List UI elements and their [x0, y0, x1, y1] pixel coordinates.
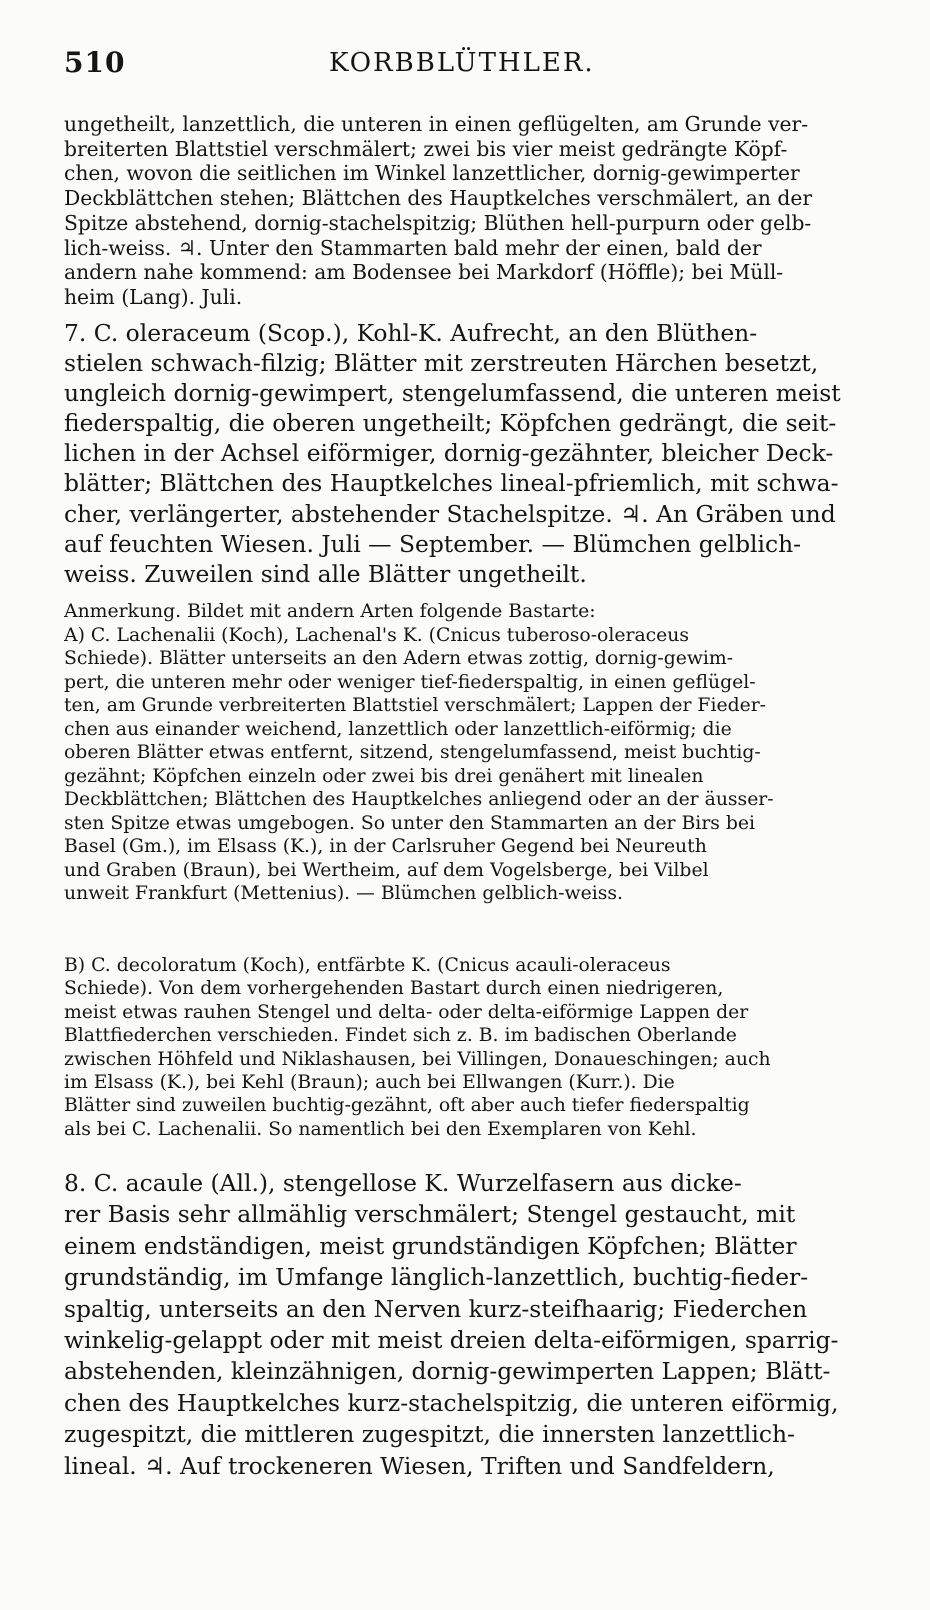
- text-line: ten, am Grunde verbreiterten Blattstiel verschmälert; Lappen der Fieder-: [64, 695, 767, 716]
- text-line: spaltig, unterseits an den Nerven kurz-steifhaarig; Fiederchen: [64, 1294, 808, 1323]
- text-line: 7. C. oleraceum (Scop.), Kohl-K. Aufrecht, an den Blüthen-: [64, 319, 758, 347]
- text-line: Basel (Gm.), im Elsass (K.), in der Carlsruher Gegend bei Neureuth: [64, 836, 707, 857]
- text-line: lich-weiss. ♃. Unter den Stammarten bald mehr der einen, bald der: [64, 235, 762, 260]
- text-line: und Graben (Braun), bei Wertheim, auf dem Vogelsberge, bei Vilbel: [64, 859, 709, 881]
- text-line: ungleich dornig-gewimpert, stengelumfassend, die unteren meist: [64, 379, 841, 408]
- text-line: Schiede). Von dem vorhergehenden Bastart durch einen niedrigeren,: [64, 978, 724, 1000]
- text-line: chen, wovon die seitlichen im Winkel lanzettlicher, dornig-gewimperter: [64, 161, 800, 186]
- text-line: Blätter sind zuweilen buchtig-gezähnt, oft aber auch tiefer fiederspaltig: [64, 1095, 750, 1117]
- text-line: chen des Hauptkelches kurz-stachelspitzig, die unteren eiförmig,: [64, 1388, 839, 1417]
- text-line: ungetheilt, lanzettlich, die unteren in einen geflügelten, am Grunde ver-: [64, 112, 809, 136]
- text-line: B) C. decoloratum (Koch), entfärbte K. (Cnicus acauli-oleraceus: [64, 955, 671, 976]
- text-line: unweit Frankfurt (Mettenius). — Blümchen gelblich-weiss.: [64, 883, 623, 904]
- text-line: andern nahe kommend: am Bodensee bei Markdorf (Höffle); bei Müll-: [64, 260, 784, 285]
- text-line: winkelig-gelappt oder mit meist dreien delta-eiförmigen, sparrig-: [64, 1326, 839, 1355]
- text-line: einem endständigen, meist grundständigen Köpfchen; Blätter: [64, 1231, 797, 1260]
- text-line: cher, verlängerter, abstehender Stachelspitze. ♃. An Gräben und: [64, 499, 836, 528]
- text-line: oberen Blätter etwas entfernt, sitzend, stengelumfassend, meist buchtig-: [64, 742, 761, 763]
- text-line: stielen schwach-filzig; Blätter mit zerstreuten Härchen besetzt,: [64, 349, 819, 378]
- text-line: sten Spitze etwas umgebogen. So unter den Stammarten an der Birs bei: [64, 812, 756, 834]
- entry-acaule: [64, 1168, 869, 1482]
- text-line: Anmerkung. Bildet mit andern Arten folgende Bastarte:: [64, 601, 596, 622]
- text-line: heim (Lang). Juli.: [64, 284, 243, 309]
- text-line: grundständig, im Umfange länglich-lanzettlich, buchtig-fieder-: [64, 1263, 809, 1292]
- text-line: Blattfiederchen verschieden. Findet sich z. B. im badischen Oberlande: [64, 1025, 737, 1047]
- text-line: Schiede). Blätter unterseits an den Adern etwas zottig, dornig-gewim-: [64, 648, 734, 669]
- entry-oleraceum: [64, 318, 869, 589]
- text-line: fiederspaltig, die oberen ungetheilt; Köpfchen gedrängt, die seit-: [64, 409, 837, 438]
- text-line: Deckblättchen; Blättchen des Hauptkelches anliegend oder an der äusser-: [64, 789, 774, 810]
- text-line: als bei C. Lachenalii. So namentlich bei den Exemplaren von Kehl.: [64, 1118, 697, 1140]
- text-line: zugespitzt, die mittleren zugespitzt, die innersten lanzettlich-: [64, 1420, 795, 1449]
- text-line: zwischen Höhfeld und Niklashausen, bei Villingen, Donaueschingen; auch: [64, 1048, 771, 1070]
- text-line: pert, die unteren mehr oder weniger tief-fiederspaltig, in einen geflügel-: [64, 671, 756, 693]
- text-line: Spitze abstehend, dornig-stachelspitzig; Blüthen hell-purpurn oder gelb-: [64, 210, 812, 235]
- text-line: auf feuchten Wiesen. Juli — September. — Blümchen gelblich-: [64, 529, 802, 558]
- text-line: lineal. ♃. Auf trockeneren Wiesen, Triften und Sandfeldern,: [64, 1451, 775, 1480]
- text-line: breiterten Blattstiel verschmälert; zwei bis vier meist gedrängte Köpf-: [64, 136, 788, 161]
- running-title: KORBBLÜTHLER.: [329, 48, 595, 78]
- note-decoloratum: [64, 954, 869, 1141]
- text-line: rer Basis sehr allmählig verschmälert; Stengel gestaucht, mit: [64, 1200, 796, 1229]
- text-line: lichen in der Achsel eiförmiger, dornig-gezähnter, bleicher Deck-: [64, 439, 834, 468]
- text-line: Deckblättchen stehen; Blättchen des Hauptkelches verschmälert, an der: [64, 186, 813, 211]
- page-header: [64, 46, 864, 86]
- paragraph-continuation: [64, 112, 869, 310]
- text-line: chen aus einander weichend, lanzettlich oder lanzettlich-eiförmig; die: [64, 718, 732, 740]
- note-lachenalii: [64, 600, 869, 906]
- text-line: abstehenden, kleinzähnigen, dornig-gewimperten Lappen; Blätt-: [64, 1357, 831, 1386]
- text-line: A) C. Lachenalii (Koch), Lachenal's K. (Cnicus tuberoso-oleraceus: [64, 624, 690, 646]
- text-line: im Elsass (K.), bei Kehl (Braun); auch bei Ellwangen (Kurr.). Die: [64, 1072, 675, 1094]
- text-line: meist etwas rauhen Stengel und delta- oder delta-eiförmige Lappen der: [64, 1001, 749, 1023]
- page-number: 510: [64, 46, 126, 79]
- text-line: blätter; Blättchen des Hauptkelches lineal-pfriemlich, mit schwa-: [64, 469, 839, 498]
- text-line: 8. C. acaule (All.), stengellose K. Wurzelfasern aus dicke-: [64, 1169, 742, 1197]
- text-line: gezähnt; Köpfchen einzeln oder zwei bis drei genähert mit linealen: [64, 765, 704, 787]
- text-line: weiss. Zuweilen sind alle Blätter ungetheilt.: [64, 559, 587, 588]
